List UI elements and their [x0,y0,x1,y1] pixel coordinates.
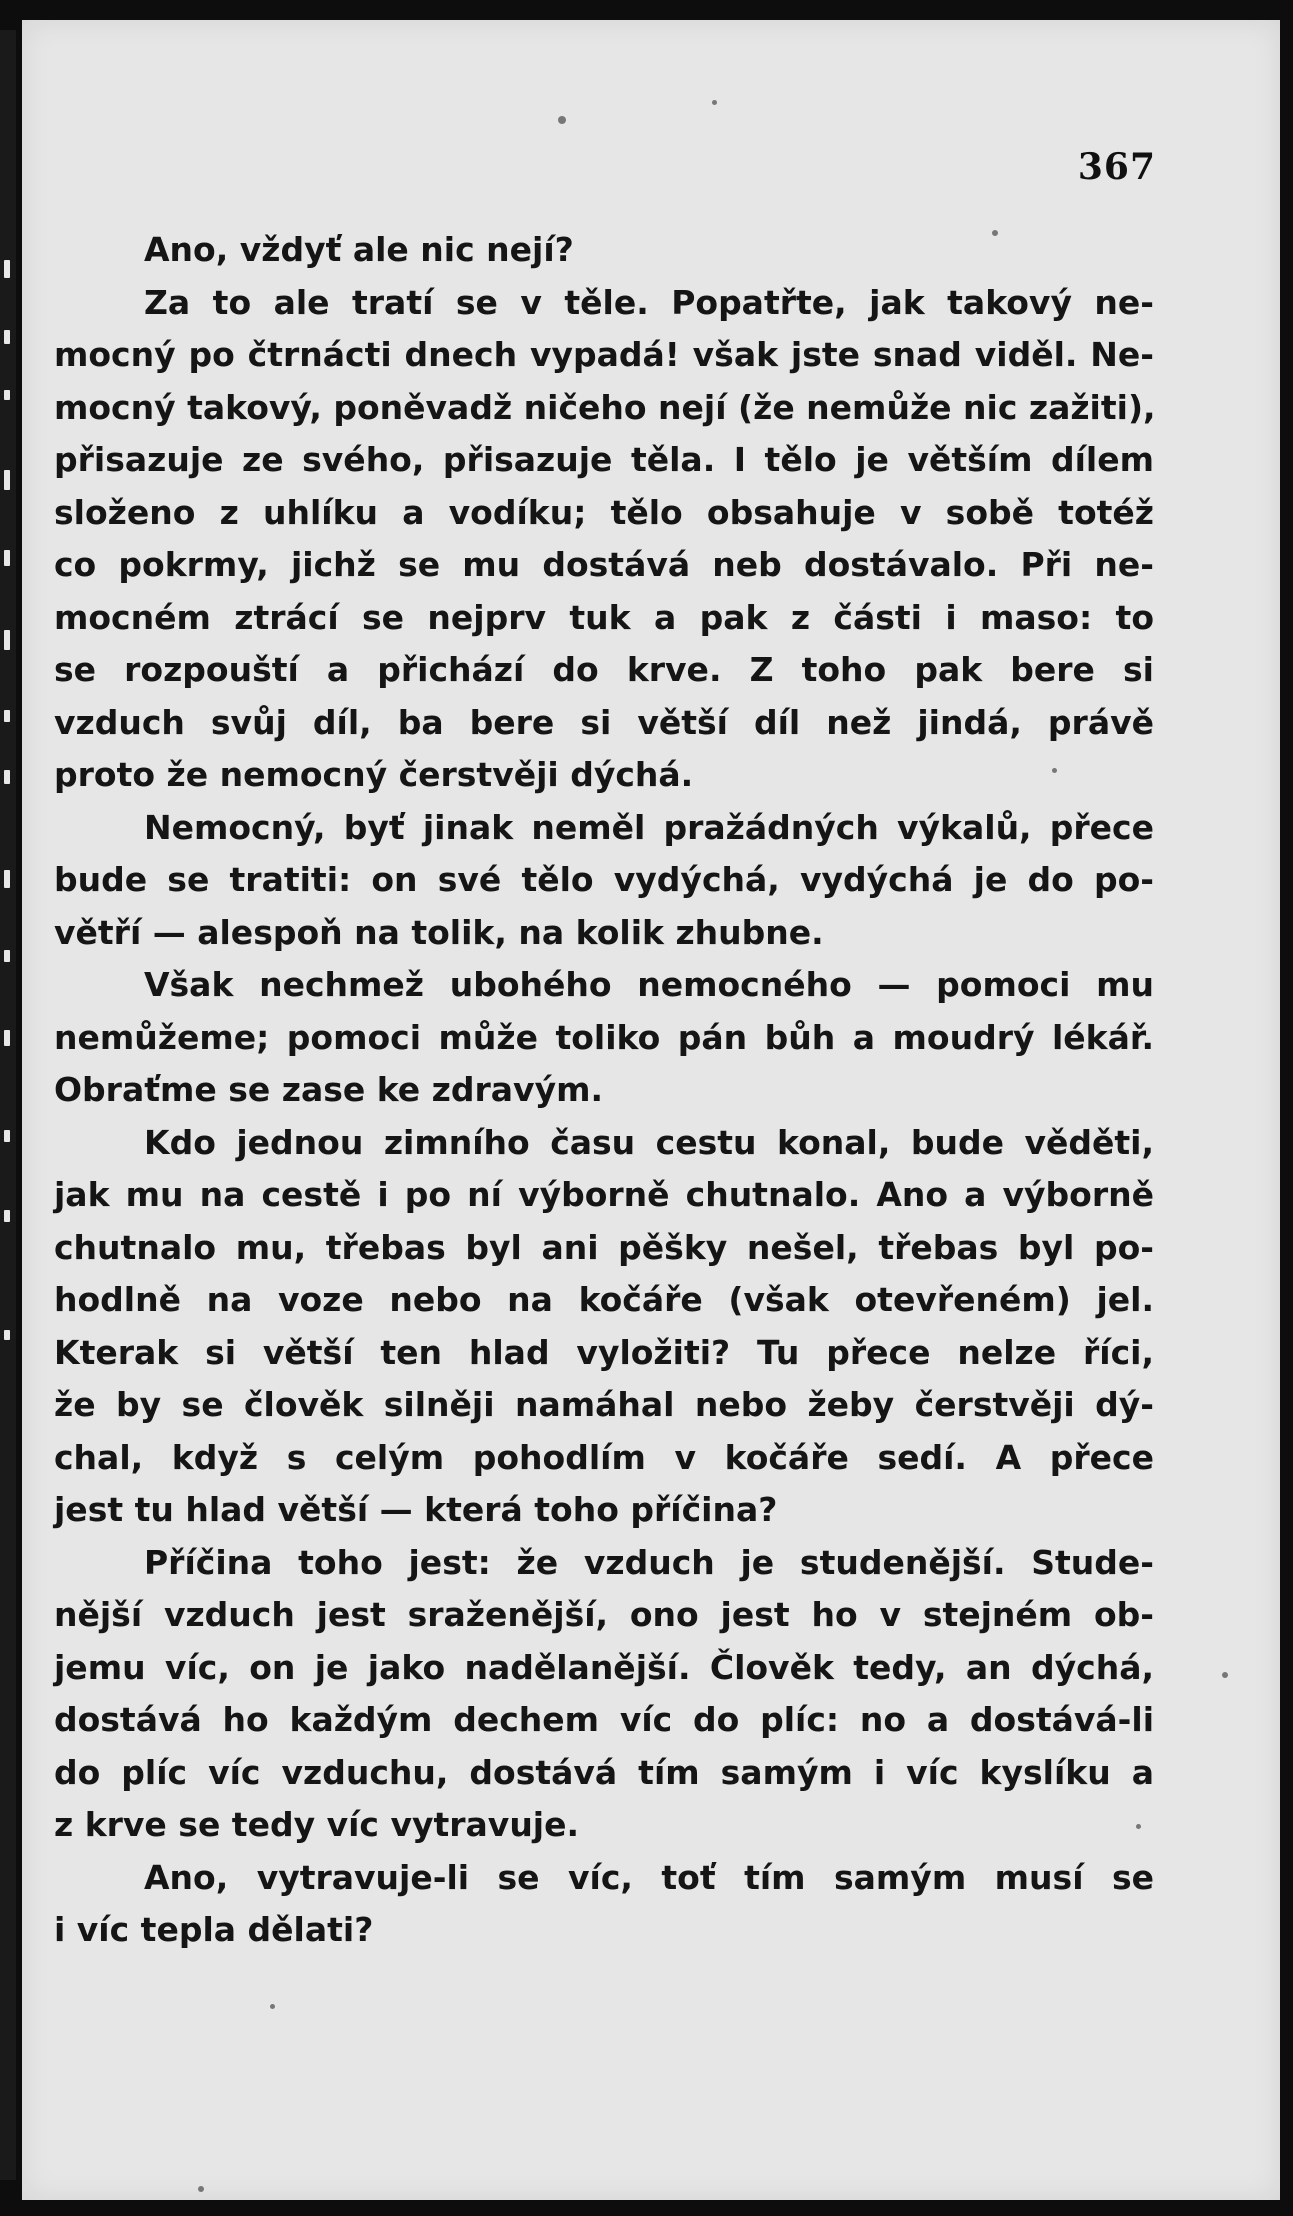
text-line: Za to ale tratí se v těle. Popatřte, jak takový ne- [144,282,1154,322]
text-line: vzduch svůj díl, ba bere si větší díl než jindá, právě [54,702,1154,742]
text-line: Kterak si větší ten hlad vyložiti? Tu přece nelze říci, [54,1332,1154,1372]
text-line: i víc tepla dělati? [54,1910,374,1949]
margin-mark [4,710,10,722]
text-line: se rozpouští a přichází do krve. Z toho pak bere si [54,650,1154,689]
text-line: jak mu na cestě i po ní výborně chutnalo. Ano a výborně [54,1175,1154,1214]
text-line: přisazuje ze svého, přisazuje těla. I tělo je větším dílem [54,440,1154,479]
margin-mark [4,1210,10,1222]
text-line: bude se tratiti: on své tělo vydýchá, vydýchá je do po- [54,860,1154,899]
text-line: hodlně na voze nebo na kočáře (však otevřeném) jel. [54,1280,1154,1319]
text-line: jemu víc, on je jako nadělanější. Člověk tedy, an dýchá, [54,1647,1154,1687]
page-number: 367 [1077,146,1156,188]
text-line: složeno z uhlíku a vodíku; tělo obsahuje v sobě totéž [54,492,1154,532]
margin-mark [4,1030,10,1046]
margin-mark [4,1130,10,1142]
text-line: Kdo jednou zimního času cestu konal, bude věděti, [144,1122,1154,1162]
text-line: do plíc víc vzduchu, dostává tím samým i víc kyslíku a [54,1752,1154,1792]
text-line: dostává ho každým dechem víc do plíc: no a dostává-li [54,1700,1154,1739]
text-line: Příčina toho jest: že vzduch je studenější. Stude- [144,1542,1154,1582]
text-line: mocný takový, poněvadž ničeho nejí (že nemůže nic zažiti), [54,387,1156,427]
margin-mark [4,870,10,888]
text-line: Ano, vytravuje-li se víc, toť tím samým musí se [144,1857,1154,1897]
paper-speck [270,2004,275,2009]
text-line: chutnalo mu, třebas byl ani pěšky nešel, třebas byl po- [54,1227,1154,1267]
left-margin-strip [0,30,16,2180]
text-line: Však nechmež ubohého nemocného — pomoci mu [144,965,1154,1004]
paper-speck [712,100,717,105]
margin-mark [4,950,10,962]
text-line: mocném ztrácí se nejprv tuk a pak z části i maso: to [54,597,1154,637]
margin-mark [4,770,10,784]
paper-speck [1222,1672,1228,1678]
margin-mark [4,390,10,400]
body-text [54,224,1154,1957]
text-line: Nemocný, byť jinak neměl pražádných výkalů, přece [144,807,1154,847]
text-line: jest tu hlad větší — která toho příčina? [54,1490,778,1529]
text-line: že by se člověk silněji namáhal nebo žeby čerstvěji dý- [54,1385,1154,1424]
margin-mark [4,630,10,650]
paper-speck [992,230,998,236]
text-line: z krve se tedy víc vytravuje. [54,1805,580,1844]
margin-mark [4,470,10,490]
text-line: větří — alespoň na tolik, na kolik zhubne. [54,912,824,952]
book-page [22,20,1280,2200]
paper-speck [198,2186,204,2192]
margin-mark [4,1330,10,1340]
paper-speck [1136,1824,1141,1829]
margin-mark [4,550,10,566]
paper-speck [558,116,566,124]
text-line: mocný po čtrnácti dnech vypadá! však jste snad viděl. Ne- [54,335,1154,374]
text-line: proto že nemocný čerstvěji dýchá. [54,755,694,794]
text-line: chal, když s celým pohodlím v kočáře sedí. A přece [54,1437,1154,1477]
text-line: co pokrmy, jichž se mu dostává neb dostávalo. Při ne- [54,545,1154,584]
paper-speck [1052,768,1057,773]
margin-mark [4,330,10,344]
text-line: Obraťme se zase ke zdravým. [54,1070,603,1109]
margin-mark [4,260,10,278]
text-line: Ano, vždyť ale nic nejí? [144,230,574,269]
text-line: nější vzduch jest sraženější, ono jest ho v stejném ob- [54,1595,1154,1634]
text-line: nemůžeme; pomoci může toliko pán bůh a moudrý lékář. [54,1017,1154,1057]
